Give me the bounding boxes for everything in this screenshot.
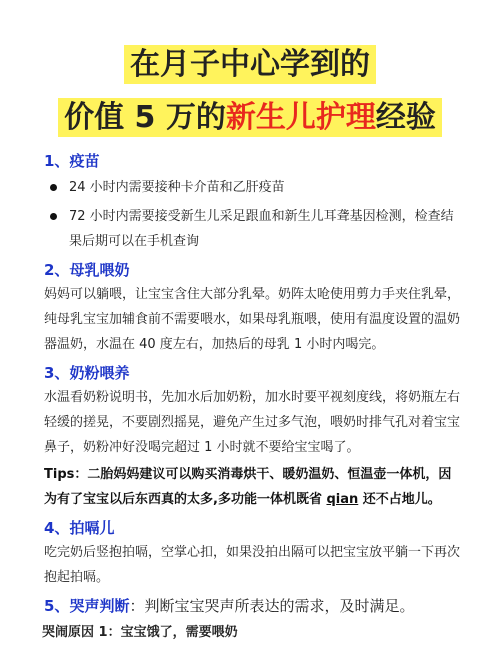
section-number: 3、: [44, 364, 70, 382]
section-title: 哭声判断: [69, 597, 130, 615]
section-heading-breastfeeding: [44, 260, 460, 280]
list-item: [44, 175, 460, 200]
section-paragraph: 吃完奶后竖抱拍嗝，空掌心扣，如果没拍出隔可以把宝宝放平躺一下再次抱起拍嗝。: [44, 545, 461, 585]
bullet-dot-icon: [50, 213, 57, 220]
section-heading-burping: [44, 518, 460, 538]
section-title: 疫苗: [69, 152, 100, 170]
section-number: 4、: [44, 519, 70, 537]
title-red-text: 新生儿护理: [225, 100, 376, 135]
section-paragraph: 水温看奶粉说明书，先加水后加奶粉，加水时要平视刻度线，将奶瓶左右轻缓的搓晃，不要剧烈摇晃，避免产生过多气泡，喂奶时排气孔对着宝宝鼻子，奶粉冲好没喝完超过 1 小时就不要给宝宝喝了。: [44, 390, 461, 455]
section-number: 2、: [44, 261, 70, 279]
article-content: [44, 145, 460, 644]
title-highlight-2: [58, 98, 442, 137]
tips-paragraph: [44, 462, 460, 512]
section-paragraph: 妈妈可以躺喂，让宝宝含住大部分乳晕。奶阵太呛使用剪力手夹住乳晕，纯母乳宝宝加辅食前不需要喂水，如果母乳瓶喂，使用有温度设置的温奶器温奶，水温在 40 度左右，加热后的母乳 1 小时内喝完。: [44, 287, 461, 352]
list-item: [44, 204, 460, 254]
section-title: 奶粉喂养: [69, 364, 130, 382]
section-number: 5、: [44, 597, 70, 615]
title-line-1: [0, 44, 500, 86]
section-heading-formula: [44, 363, 460, 383]
title-suffix: 经验: [375, 100, 436, 135]
list-item-text: 72 小时内需要接受新生儿采足跟血和新生儿耳聋基因检测，检查结果后期可以在手机查询: [69, 209, 454, 249]
title-prefix: 价值 5 万的: [64, 100, 226, 135]
bullet-dot-icon: [50, 184, 57, 191]
tips-underlined-word: qian: [326, 492, 359, 507]
crying-cause: 哭闹原因 1：宝宝饿了，需要喂奶: [42, 625, 238, 640]
list-item-text: 24 小时内需要接种卡介苗和乙肝疫苗: [69, 180, 285, 195]
section-number: 1、: [44, 152, 70, 170]
section-title: 母乳喂奶: [69, 261, 130, 279]
section-note: ：判断宝宝哭声所表达的需求，及时满足。: [129, 597, 415, 615]
tips-text-end: 还不占地儿。: [358, 492, 441, 507]
section-heading-vaccine: [44, 151, 460, 171]
section-title: 拍嗝儿: [69, 519, 115, 537]
title-highlight-1: 在月子中心学到的: [124, 45, 376, 84]
title-line-2: [0, 97, 500, 139]
section-heading-crying: [44, 596, 460, 616]
tips-text: Tips：二胎妈妈建议可以购买消毒烘干、暖奶温奶、恒温壶一体机，因为有了宝宝以后东西真的太多,多功能一体机既省: [44, 467, 452, 507]
